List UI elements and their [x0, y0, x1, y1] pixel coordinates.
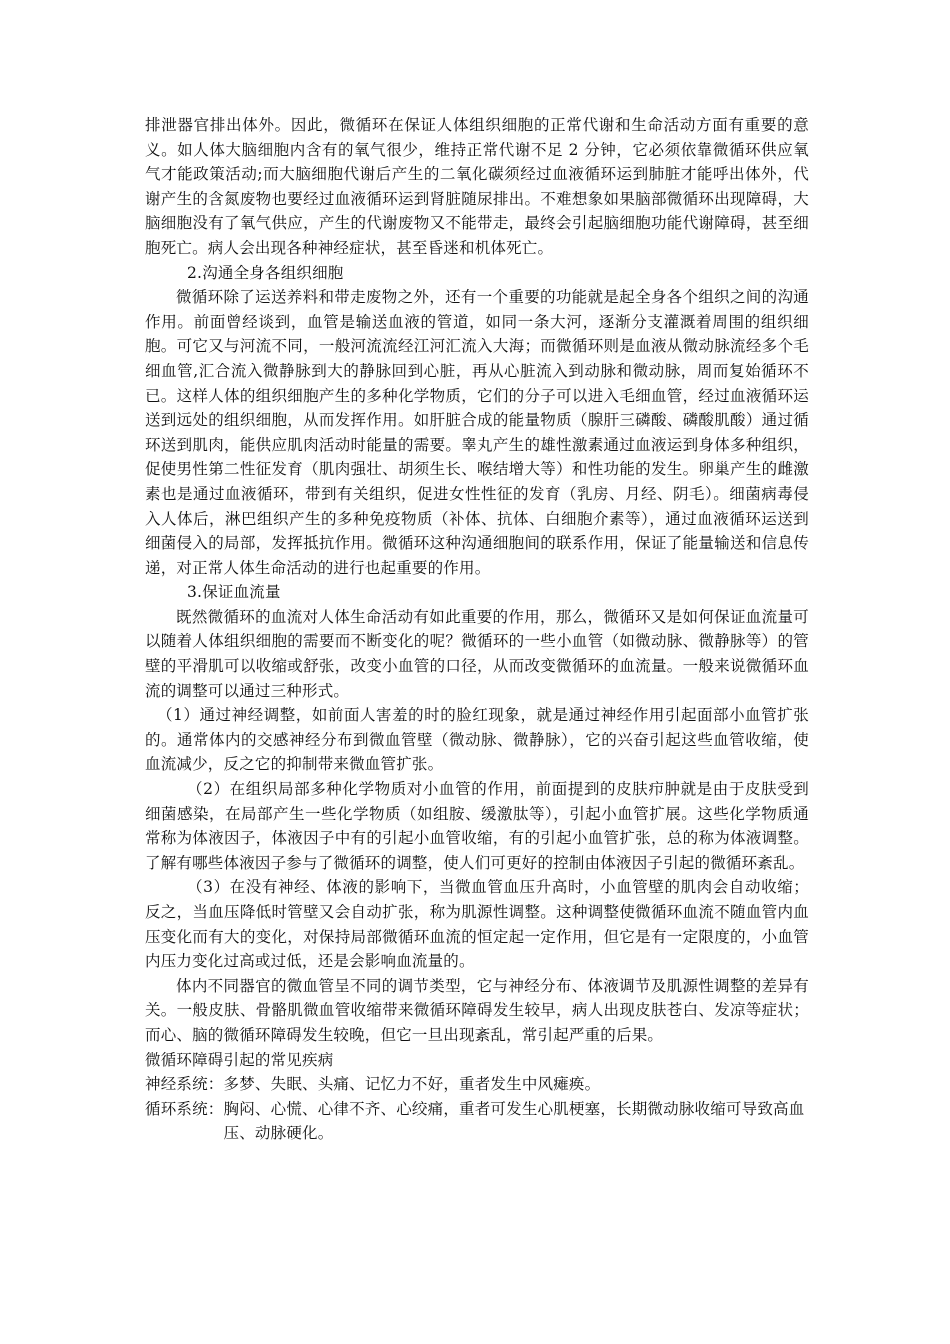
paragraph-blood-flow: 既然微循环的血流对人体生命活动有如此重要的作用，那么，微循环又是如何保证血流量可以随着人体组织细胞的需要而不断变化的呢？微循环的一些小血管（如微动脉、微静脉等）的管壁的平滑肌可以收缩或舒张，改变小血管的口径，从而改变微循环的血流量。一般来说微循环血流的调整可以通过三种形式。 — [145, 607, 809, 700]
disease-row-circulatory — [145, 1097, 809, 1146]
document-page — [145, 113, 809, 1146]
list-item-humoral-regulation: （2）在组织局部多种化学物质对小血管的作用，前面提到的皮肤疖肿就是由于皮肤受到细菌感染，在局部产生一些化学物质（如组胺、缓激肽等），引起小血管扩展。这些化学物质通常称为体液因子，体液因子中有的引起小血管收缩，有的引起小血管扩张，总的称为体液调整。了解有哪些体液因子参与了微循环的调整，使人们可更好的控制由体液因子引起的微循环紊乱。 — [145, 780, 809, 872]
list-item-myogenic-regulation: （3）在没有神经、体液的影响下，当微血管血压升高时，小血管壁的肌肉会自动收缩；反之，当血压降低时管壁又会自动扩张，称为肌源性调整。这种调整使微循环血流不随血管内血压变化而有大的变化，对保持局部微循环血流的恒定起一定作用，但它是有一定限度的，小血管内压力变化过高或过低，还是会影响血流量的。 — [145, 878, 809, 971]
section-heading-diseases: 微循环障碍引起的常见疾病 — [145, 1050, 334, 1069]
paragraph-communication: 微循环除了运送养料和带走废物之外，还有一个重要的功能就是起全身各个组织之间的沟通作用。前面曾经谈到，血管是输送血液的管道，如同一条大河，逐渐分支灌溉着周围的组织细胞。可它又与河流不同，一般河流流经江河汇流入大海；而微循环则是血液从微动脉流经多个毛细血管,汇合流入微静脉到大的静脉回到心脏，再从心脏流入到动脉和微动脉，周而复始循环不已。这样人体的组织细胞产生的多种化学物质，它们的分子可以进入毛细血管，经过血液循环运送到远处的组织细胞，从而发挥作用。如肝脏合成的能量物质（腺肝三磷酸、磷酸肌酸）通过循环送到肌肉，能供应肌肉活动时能量的需要。睾丸产生的雄性激素通过血液运到身体多种组织，促使男性第二性征发育（肌肉强壮、胡须生长、喉结增大等）和性功能的发生。卵巢产生的雌激素也是通过血液循环，带到有关组织，促进女性性征的发育（乳房、月经、阴毛）。细菌病毒侵入人体后，淋巴组织产生的多种免疫物质（补体、抗体、白细胞介素等），通过血液循环运送到细菌侵入的局部，发挥抵抗作用。微循环这种沟通细胞间的联系作用，保证了能量输送和信息传递，对正常人体生命活动的进行也起重要的作用。 — [145, 288, 809, 577]
disease-text: 胸闷、心慌、心律不齐、心绞痛，重者可发生心肌梗塞，长期微动脉收缩可导致高血压、动脉硬化。 — [223, 1099, 805, 1143]
section-heading-blood-flow: 3.保证血流量 — [187, 583, 281, 602]
paragraph-organ-types: 体内不同器官的微血管呈不同的调节类型，它与神经分布、体液调节及肌源性调整的差异有关。一般皮肤、骨骼肌微血管收缩带来微循环障碍发生较早，病人出现皮肤苍白、发凉等症状；而心、脑的微循环障碍发生较晚，但它一旦出现紊乱，常引起严重的后果。 — [145, 976, 809, 1044]
disease-label: 循环系统： — [145, 1099, 224, 1118]
section-heading-communication: 2.沟通全身各组织细胞 — [187, 263, 344, 282]
list-item-neural-regulation: （1）通过神经调整，如前面人害羞的时的脸红现象，就是通过神经作用引起面部小血管扩张的。通常体内的交感神经分布到微血管壁（微动脉、微静脉），它的兴奋引起这些血管收缩，使血流减少，反之它的抑制带来微血管扩张。 — [145, 706, 809, 774]
disease-text: 多梦、失眠、头痛、记忆力不好，重者发生中风瘫痪。 — [223, 1075, 601, 1094]
paragraph-excretion: 排泄器官排出体外。因此，微循环在保证人体组织细胞的正常代谢和生命活动方面有重要的意义。如人体大脑细胞内含有的氧气很少，维持正常代谢不足 2 分钟，它必须依靠微循环供应氧气才能政策活动;而大脑细胞代谢后产生的二氧化碳须经过血液循环运到肺脏才能呼出体外，代谢产生的含氮废物也要经过血液循环运到肾脏随尿排出。不难想象如果脑部微循环出现障碍，大脑细胞没有了氧气供应，产生的代谢废物又不能带走，最终会引起脑细胞功能代谢障碍，甚至细胞死亡。病人会出现各种神经症状，甚至昏迷和机体死亡。 — [145, 116, 809, 257]
disease-row-nervous — [145, 1072, 809, 1097]
disease-label: 神经系统： — [145, 1075, 224, 1094]
